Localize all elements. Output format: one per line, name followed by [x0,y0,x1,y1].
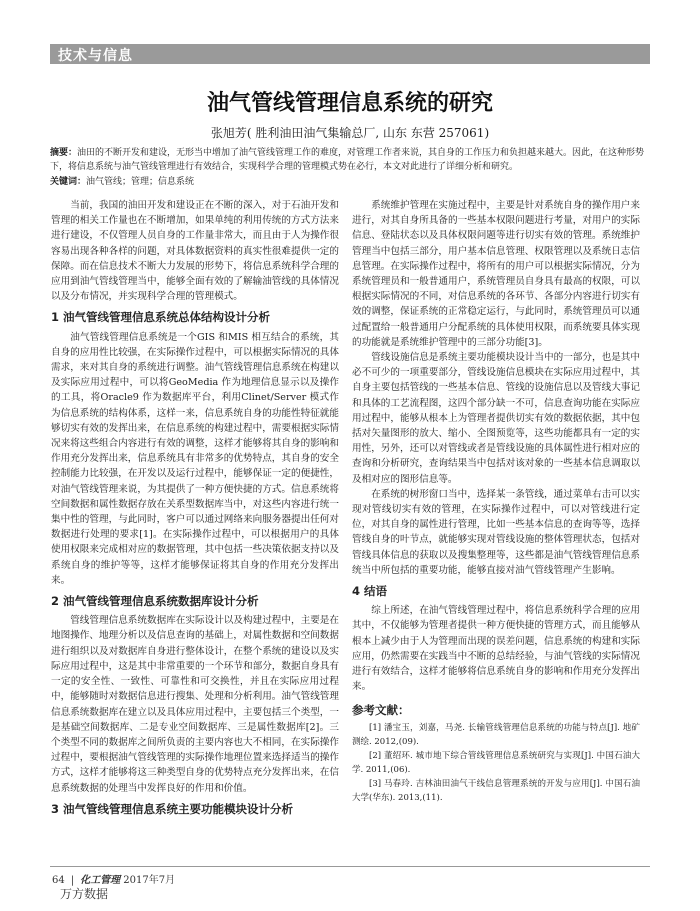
heading-section-2: 2 油气管线管理信息系统数据库设计分析 [51,594,259,609]
issue-date: 2017年7月 [123,875,176,886]
section-3-paragraph-3: 在系统的树形窗口当中，选择某一条管线，通过菜单右击可以实现对管线切实有效的管理，在实际操作过程中，可以对管线进行定位，对其自身的属性进行管理，比如一些基本信息的查询等等，选择管线自身的叶节点，就能够实现对管线设施的整体管理状态，包括对管线具体信息的获取以及搜集整理等，这些都是油气管线管理信息系统当中所包括的重要功能，能够直接对油气管线管理产生影响。 [352,488,640,576]
watermark: 万方数据 [60,887,109,901]
keywords [50,176,652,189]
magazine-name: 化工管理 [80,875,121,886]
heading-section-4: 4 结语 [352,584,388,599]
section-tag-label: 技术与信息 [58,48,133,64]
heading-section-1: 1 油气管线管理信息系统总体结构设计分析 [51,310,271,325]
references-title: 参考文献： [352,702,410,717]
section-3-paragraph-2: 管线设施信息是系统主要功能模块设计当中的一部分，也是其中必不可少的一项重要部分，管线设施信息模块在实际应用过程中，其自身主要包括管线的一些基本信息、管线的设施信息以及管线大事记和具体的工艺流程图，这四个部分缺一不可，信息查询功能在实际应用过程中，能够从根本上为管理者提供切实有效的数据依据，其中包括对矢量图形的放大、缩小、全图预览等，这些功能都具有一定的实用性，另外，还可以对管线或者是管线设施的具体属性进行相对应的查询和分析研究，查询结果当中包括对该对象的一些基本信息调取以及相对应的图形信息等。 [352,352,640,485]
abstract [50,146,652,174]
section-tag [50,44,650,64]
keywords-text: 油气管线；管理；信息系统 [86,177,195,187]
author-line: 张旭芳( 胜利油田油气集输总厂, 山东 东营 257061) [210,126,490,140]
reference-item: [2] 董绍环. 城市地下综合管线管理信息系统研究与实现[J]. 中国石油大学. 2011,(06). [352,750,640,775]
keywords-label: 关键词： [50,177,87,187]
intro-paragraph: 当前，我国的油田开发和建设正在不断的深入，对于石油开发和管理的相关工作量也在不断增加，如果单纯的利用传统的方式方法来进行建设，不仅管理人员自身的工作量非常大，而且由于人为操作很容易出现各种各样的问题，对具体数据资料的真实性很难提供一定的保障。而在信息技术不断大力发展的形势下，将信息系统科学合理的应用到油气管线管理当中，能够全面有效的了解输油管线的具体情况以及分布情况，并实现科学合理的管理模式。 [51,200,339,303]
section-2-paragraph: 管线管理信息系统数据库在实际设计以及构建过程中，主要是在地图操作、地理分析以及信息查询的基础上，对属性数据和空间数据进行组织以及对数据库自身进行整体设计，在整个系统的建设以及实际应用过程中，这是其中非常重要的一个环节和部分，数据自身具有一定的安全性、一致性、可靠性和可交换性，并且在实际应用过程中，能够随时对数据信息进行搜集、处理和分析利用。油气管线管理信息系统数据库在建立以及具体应用过程中，主要包括三个类型，一是基础空间数据库、二是专业空间数据库、三是属性数据库[2]。三个类型不同的数据库之间所负责的主要内容也大不相同，在实际操作过程中，要根据油气管线管理的实际操作地理位置来选择适当的操作方式，这样才能够将这三种类型自身的优势特点充分发挥出来，在信息系统数据的处理当中发挥良好的作用和价值。 [51,615,339,794]
reference-item: [1] 潘宝玉，刘嘉，马尧. 长输管线管理信息系统的功能与特点[J]. 地矿测绘. 2012,(09). [352,722,640,747]
left-column [51,198,339,821]
abstract-label: 摘要： [50,148,78,158]
section-1-paragraph: 油气管线管理信息系统是一个GIS 和MIS 相互结合的系统，其自身的应用性比较强，在实际操作过程中，可以根据实际情况的具体需求，来对其自身的系统进行调整。油气管线管理信息系统在构建以及实际应用过程中，可以将GeoMedia 作为地理信息显示以及操作的工具，将Oracle9 作为数据库平台，利用Clinet/Server 模式作为信息系统的结构体系，这样一来，信息系统自身的功能性特征就能够切实有效的发挥出来，在信息系统的构建过程中，需要根据实际情况来将这些组合内容进行有效的调整，这样才能够将其自身的影响和作用充分发挥出来，信息系统具有非常多的优势特点，其自身的安全控制能力比较强，在开发以及运行过程中，能够保证一定的便捷性，对油气管线管理来说，为其提供了一种方便快捷的方式。信息系统将空间数据和属性数据存放在关系型数据库当中，对这些内容进行统一集中性的管理，与此同时，客户可以通过网络来向服务器提出任何对数据进行处理的要求[1]。在实际操作过程中，可以根据用户的具体使用权限来完成相对应的数据管理，其中包括一些决策依据支持以及系统自身的维护等等，这样才能够保证将其自身的作用充分发挥出来。 [51,331,339,586]
footer-divider [50,866,650,867]
heading-section-3: 3 油气管线管理信息系统主要功能模块设计分析 [51,801,294,816]
reference-item: [3] 马春玲. 吉林油田油气干线信息管理系统的开发与应用[J]. 中国石油大学(华东). 2013,(11). [352,778,640,803]
conclusion-paragraph: 综上所述，在油气管线管理过程中，将信息系统科学合理的应用其中，不仅能够为管理者提供一种方便快捷的管理方式，而且能够从根本上减少由于人为管理而出现的误差问题，信息系统的构建和实际应用，仍然需要在实践当中不断的总结经验，与油气管线的实际情况进行有效结合，这样才能够将信息系统自身的影响和作用充分发挥出来。 [352,605,640,693]
page-number: 64 [52,875,65,886]
page-footer: 64 | 化工管理 2017年7月 [52,875,176,886]
abstract-text: 油田的不断开发和建设，无形当中增加了油气管线管理工作的难度，对管理工作者来说，其自身的工作压力和负担越来越大。因此，在这种形势下，将信息系统与油气管线管理进行有效结合，实现科学合理的管理模式势在必行，本文对此进行了详细分析和研究。 [50,148,645,172]
right-column [352,198,640,805]
section-3-paragraph-1: 系统维护管理在实施过程中，主要是针对系统自身的操作用户来进行，对其自身所具备的一些基本权限问题进行考量，对用户的实际信息、登陆状态以及具体权限问题等进行切实有效的管理。系统维护管理当中包括三部分，用户基本信息管理、权限管理以及系统日志信息管理。在实际操作过程中，将所有的用户可以根据实际情况，分为系统管理员和一般普通用户，系统管理员自身具有最高的权限，可以根据实际情况的不同，对信息系统的各环节、各部分内容进行切实有效的调整，保证系统的正常稳定运行，与此同时，系统管理员可以通过配置给一般普通用户分配系统的具体使用权限，而系统要具体实现的功能就是系统维护管理中的三部分功能[3]。 [352,200,640,348]
article-title: 油气管线管理信息系统的研究 [206,91,493,116]
